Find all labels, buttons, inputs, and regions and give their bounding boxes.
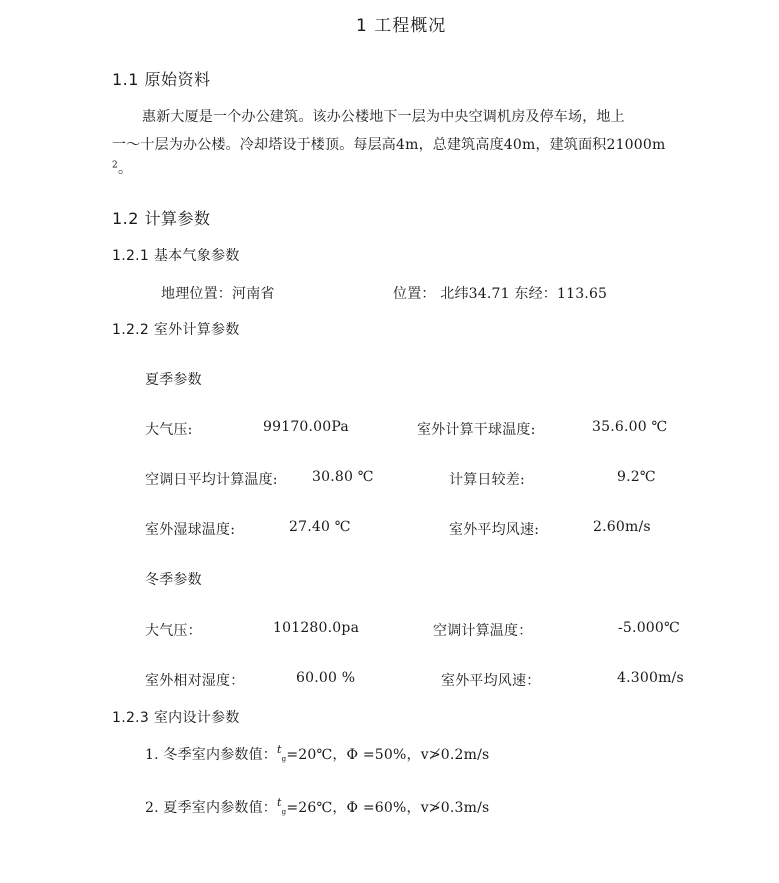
item-values: =26℃，Φ =60%，v≯0.3m/s	[286, 800, 490, 816]
temperature-symbol: t	[277, 743, 282, 756]
param-label: 室外相对湿度：	[145, 673, 245, 689]
param-value: 99170.00Pa	[263, 419, 349, 435]
section-heading-1-2-2: 1.2.2 室外计算参数	[112, 322, 240, 338]
param-value: 101280.0pa	[273, 620, 360, 636]
param-value: 2.60m/s	[593, 519, 651, 535]
param-value: 27.40 ℃	[289, 519, 351, 535]
param-label: 大气压:	[145, 422, 193, 438]
param-label: 空调计算温度：	[433, 623, 533, 639]
indoor-param-item	[145, 797, 489, 817]
paragraph-line-3	[112, 158, 132, 178]
param-label: 室外计算干球温度:	[417, 422, 536, 438]
winter-params-label: 冬季参数	[145, 572, 202, 588]
param-label: 空调日平均计算温度:	[145, 472, 278, 488]
section-heading-1-2: 1.2 计算参数	[112, 209, 211, 228]
location-text: 地理位置：河南省	[161, 286, 275, 302]
coordinates-text: 位置： 北纬34.71 东经：113.65	[393, 286, 608, 302]
paragraph-end-punct: 。	[117, 161, 133, 177]
param-value: 30.80 ℃	[312, 469, 374, 485]
item-values: =20℃，Φ =50%，v≯0.2m/s	[286, 747, 490, 763]
summer-params-label: 夏季参数	[145, 372, 202, 388]
paragraph-line-1: 惠新大厦是一个办公建筑。该办公楼地下一层为中央空调机房及停车场，地上	[142, 109, 625, 125]
param-label: 计算日较差:	[449, 472, 525, 488]
param-label: 大气压：	[145, 623, 202, 639]
temperature-symbol: t	[277, 796, 282, 809]
param-value: 35.6.00 ℃	[592, 419, 668, 435]
section-heading-1-2-1: 1.2.1 基本气象参数	[112, 248, 240, 264]
temperature-subscript: g	[281, 808, 287, 816]
indoor-param-item	[145, 744, 489, 764]
item-prefix: 2. 夏季室内参数值：	[145, 800, 278, 816]
paragraph-line-2: 一～十层为办公楼。冷却塔设于楼顶。每层高4m，总建筑高度40m，建筑面积21000m	[112, 137, 666, 153]
param-label: 室外湿球温度:	[145, 522, 236, 538]
param-value: 4.300m/s	[617, 670, 684, 686]
param-label: 室外平均风速：	[441, 673, 541, 689]
param-value: 9.2℃	[617, 469, 656, 485]
section-heading-1-2-3: 1.2.3 室内设计参数	[112, 710, 240, 726]
item-prefix: 1. 冬季室内参数值：	[145, 747, 278, 763]
section-heading-1-1: 1.1 原始资料	[112, 70, 211, 89]
param-label: 室外平均风速:	[449, 522, 540, 538]
temperature-subscript: g	[281, 755, 287, 763]
param-value: 60.00 %	[296, 670, 356, 686]
area-unit-superscript: 2	[112, 160, 118, 171]
param-value: -5.000℃	[618, 620, 680, 636]
page-title: 1 工程概况	[356, 16, 447, 36]
